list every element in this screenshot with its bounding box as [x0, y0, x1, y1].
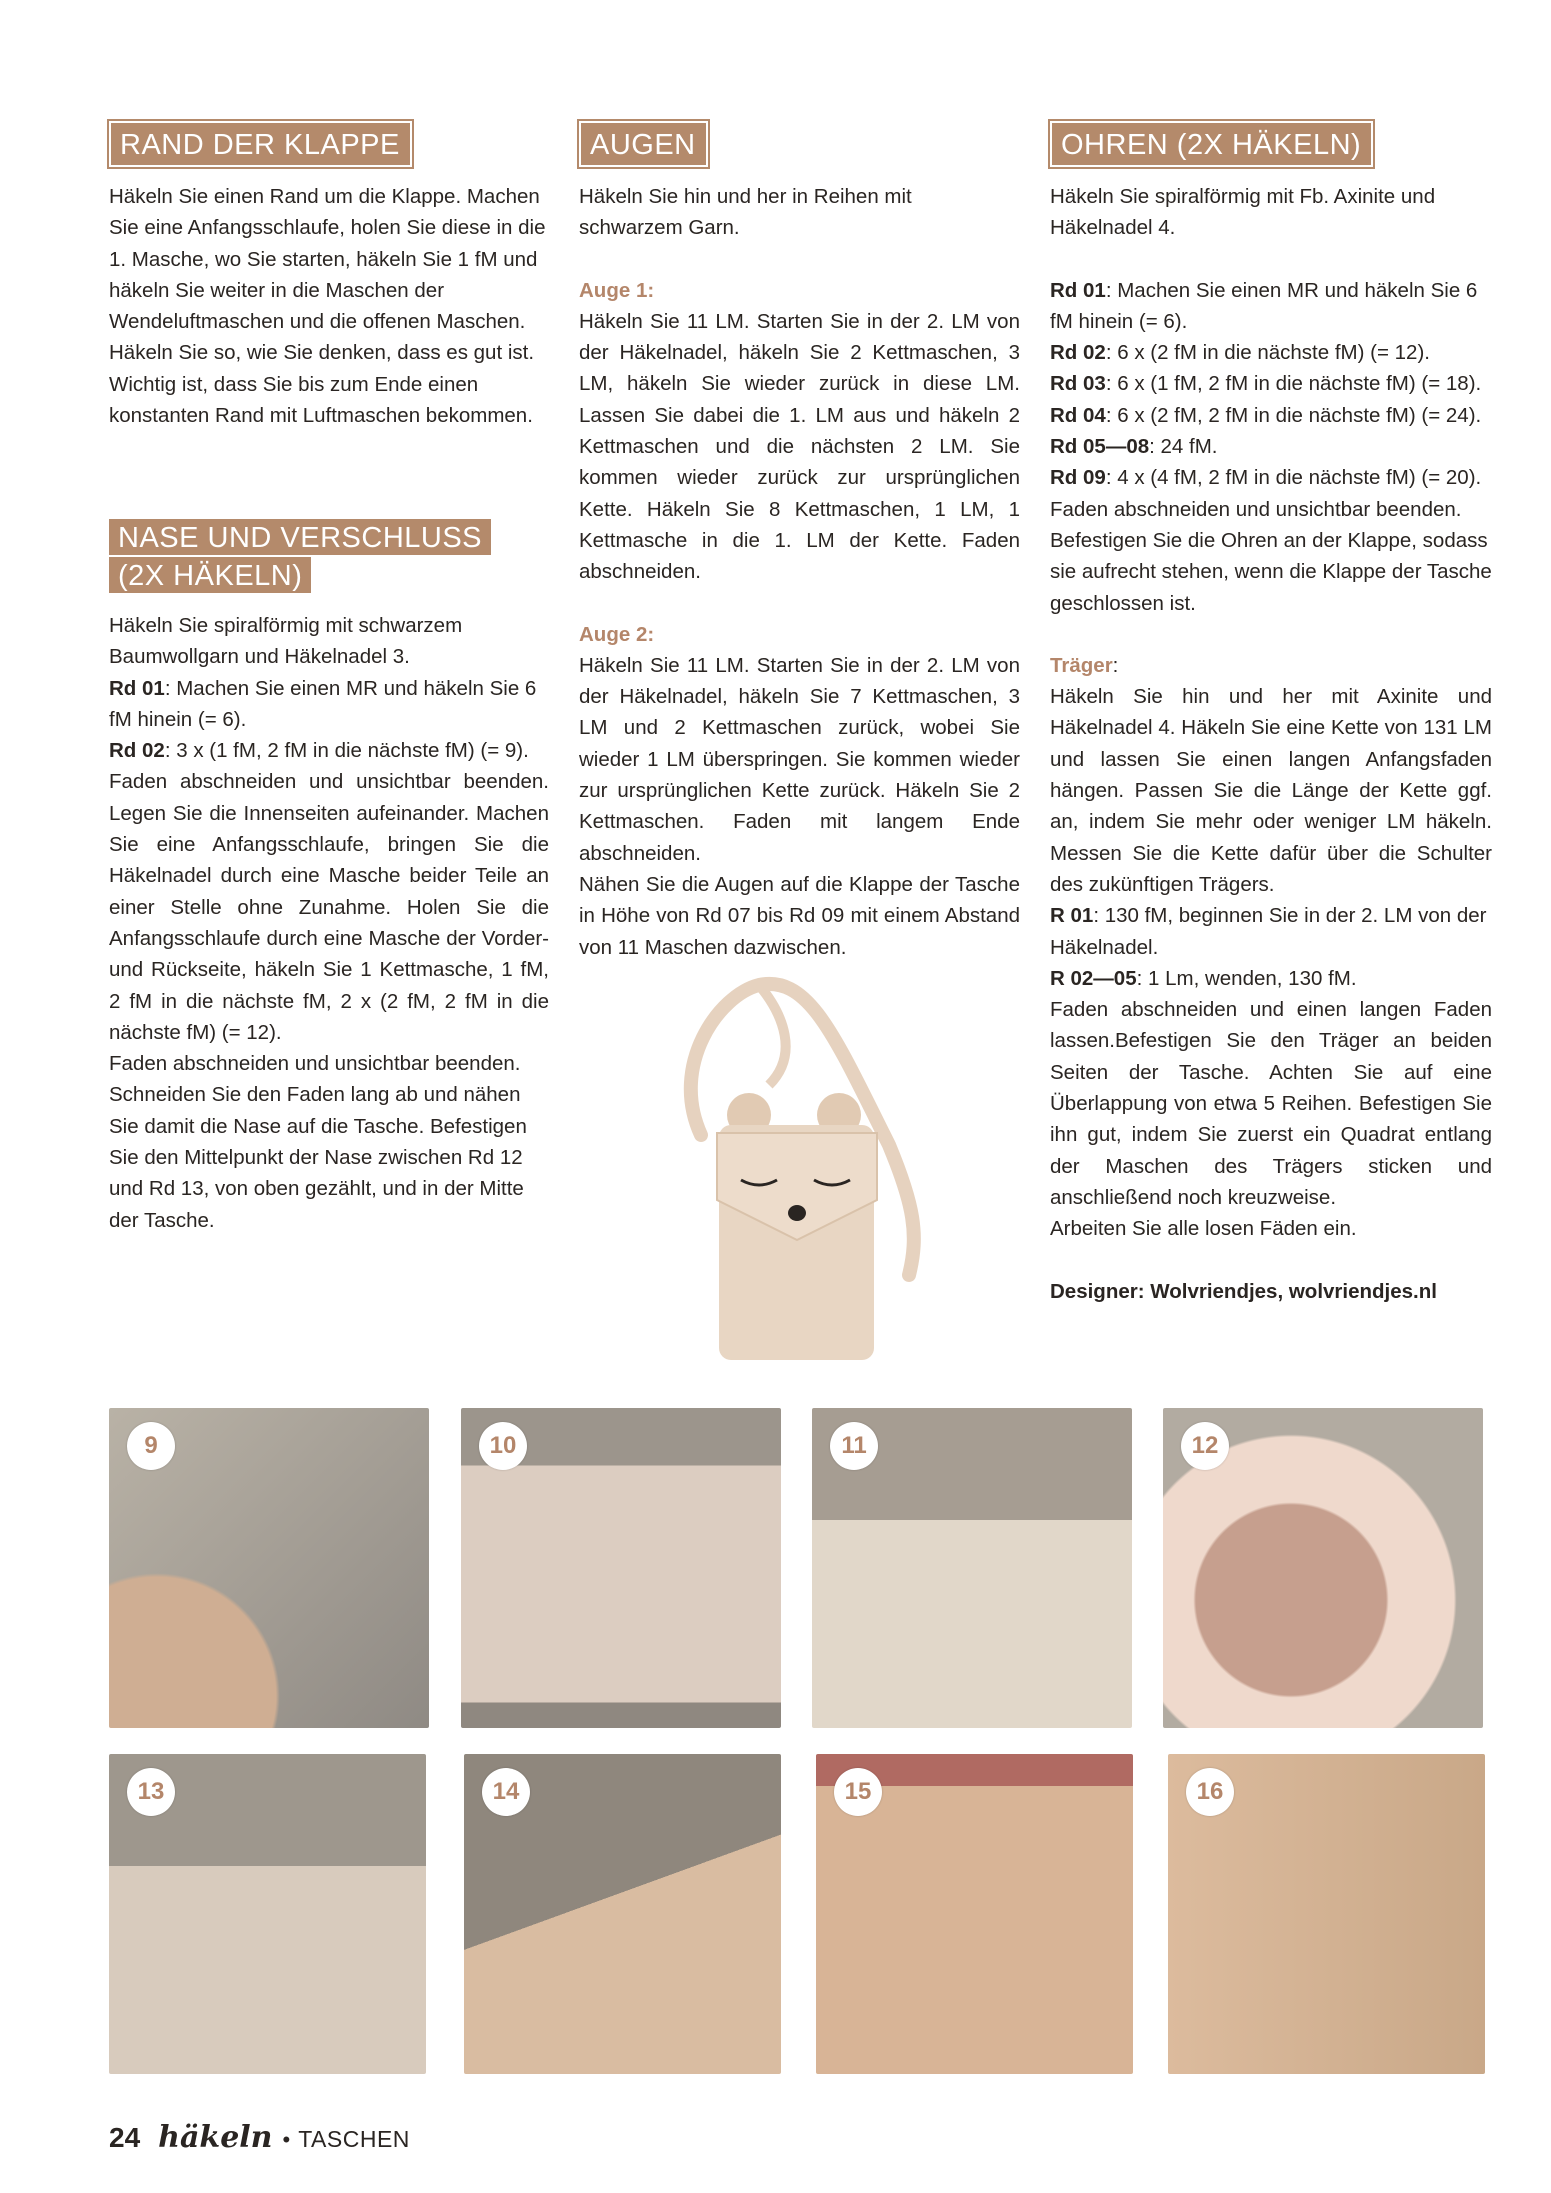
- separator-dot: •: [282, 2127, 291, 2152]
- magazine-logo: häkeln: [158, 2120, 273, 2155]
- step-number: 9: [127, 1422, 175, 1470]
- step-photo-14: [464, 1754, 781, 2074]
- row-instruction: [1050, 963, 1492, 994]
- heading-ohren: OHREN (2X HÄKELN): [1050, 121, 1373, 167]
- round-label: Rd 02: [1050, 341, 1106, 365]
- round-label: Rd 01: [109, 676, 165, 700]
- row-label: R 02—05: [1050, 966, 1137, 990]
- step-number: 15: [834, 1768, 882, 1816]
- round-label: Rd 09: [1050, 466, 1106, 490]
- designer-credit: Designer: Wolvriendjes, wolvriendjes.nl: [1050, 1279, 1437, 1303]
- round-instruction: [1050, 368, 1492, 399]
- paragraph: Arbeiten Sie alle losen Fäden ein.: [1050, 1217, 1357, 1241]
- colon: :: [1112, 653, 1119, 677]
- step-number: 11: [830, 1422, 878, 1470]
- step-number: 14: [482, 1768, 530, 1816]
- round-text: : Machen Sie einen MR und häkeln Sie 6 fM hinein (= 6).: [1050, 278, 1478, 333]
- paragraph: Faden abschneiden und unsichtbar beenden. Befestigen Sie die Ohren an der Klappe, sodass sie aufrecht stehen, wenn die Klappe der Tasche geschlossen ist.: [1050, 497, 1492, 615]
- subheading-auge-1: Auge 1:: [579, 278, 655, 302]
- round-instruction: [1050, 462, 1492, 493]
- heading-augen: AUGEN: [579, 121, 708, 167]
- heading-line: (2X HÄKELN): [109, 557, 311, 593]
- step-photo-13: [109, 1754, 426, 2074]
- round-label: Rd 01: [1050, 278, 1106, 302]
- row-text: : 1 Lm, wenden, 130 fM.: [1136, 966, 1357, 990]
- paragraph: Häkeln Sie hin und her in Reihen mit schwarzem Garn.: [579, 185, 912, 240]
- step-number: 16: [1186, 1768, 1234, 1816]
- step-number: 12: [1181, 1422, 1229, 1470]
- round-instruction: [1050, 400, 1492, 431]
- round-label: Rd 05—08: [1050, 435, 1150, 459]
- step-number: 13: [127, 1768, 175, 1816]
- step-photo-10: [461, 1408, 781, 1728]
- round-text: : 6 x (2 fM, 2 fM in die nächste fM) (= 24).: [1105, 403, 1482, 427]
- column-1: [109, 121, 549, 1236]
- step-photo-9: [109, 1408, 429, 1728]
- heading-line: NASE UND VERSCHLUSS: [109, 519, 491, 555]
- paragraph: Faden abschneiden und unsichtbar beenden. Legen Sie die Innenseiten aufeinander. Machen Sie eine Anfangsschlaufe, bringen Sie die Häkelnadel durch eine Masche beider Teile an einer Stelle ohne Zunahme. Holen Sie die Anfangsschlaufe durch eine Masche der Vorder- und Rückseite, häkeln Sie 1 Kettmasche, 1 fM, 2 fM in die nächste fM, 2 x (2 fM, 2 fM in die nächste fM) (= 12).: [109, 770, 549, 1044]
- round-text: : 6 x (2 fM in die nächste fM) (= 12).: [1105, 341, 1430, 365]
- round-label: Rd 04: [1050, 403, 1106, 427]
- column-2: [579, 121, 1020, 963]
- subheading-traeger: [1050, 650, 1492, 681]
- round-text: : 6 x (1 fM, 2 fM in die nächste fM) (= 18).: [1105, 372, 1482, 396]
- strap-loop-shape: [759, 985, 786, 1085]
- bag-product-photo: [659, 975, 959, 1375]
- column-3: [1050, 121, 1492, 1307]
- paragraph: Häkeln Sie 11 LM. Starten Sie in der 2. LM von der Häkelnadel, häkeln Sie 2 Kettmaschen, 3 LM, häkeln Sie wieder zurück in diese LM. Lassen Sie dabei die 1. LM aus und häkeln 2 Kettmaschen und die nächsten 2 LM. Sie kommen wieder zurück zur ursprünglichen Kette. Häkeln Sie 8 Kettmaschen, 1 LM, 1 Kettmasche in die 1. LM der Kette. Faden abschneiden.: [579, 309, 1020, 584]
- round-instruction: [109, 673, 549, 736]
- subheading-auge-2: Auge 2:: [579, 622, 655, 646]
- paragraph: Häkeln Sie spiralförmig mit schwarzem Baumwollgarn und Häkelnadel 3.: [109, 613, 463, 669]
- round-label: Rd 03: [1050, 372, 1106, 396]
- round-instruction: [1050, 431, 1492, 462]
- subheading-label: Träger: [1050, 653, 1113, 677]
- round-label: Rd 02: [109, 739, 165, 763]
- row-label: R 01: [1050, 904, 1094, 928]
- paragraph: Häkeln Sie hin und her mit Axinite und Häkelnadel 4. Häkeln Sie eine Kette von 131 LM und lassen Sie einen langen Anfangsfaden hängen. Passen Sie die Länge der Kette ggf. an, indem Sie mehr oder weniger LM häkeln. Messen Sie die Kette dafür über die Schulter des zukünftigen Trägers.: [1050, 685, 1492, 896]
- step-photo-11: [812, 1408, 1132, 1728]
- step-photo-16: [1168, 1754, 1485, 2074]
- round-instruction: [109, 735, 549, 766]
- paragraph: Häkeln Sie 11 LM. Starten Sie in der 2. LM von der Häkelnadel, häkeln Sie 7 Kettmaschen, 3 LM und 2 Kettmaschen zurück, wobei Sie wieder 1 LM überspringen. Sie kommen wieder zur ursprünglichen Kette zurück. Häkeln Sie 2 Kettmaschen. Faden mit langem Ende abschneiden.: [579, 653, 1020, 865]
- heading-nase-und-verschluss: [109, 519, 549, 594]
- page-number: 24: [109, 2122, 141, 2153]
- round-text: : Machen Sie einen MR und häkeln Sie 6 fM hinein (= 6).: [109, 676, 537, 731]
- step-photo-12: [1163, 1408, 1483, 1728]
- row-instruction: [1050, 900, 1492, 963]
- step-number: 10: [479, 1422, 527, 1470]
- round-text: : 3 x (1 fM, 2 fM in die nächste fM) (= 9).: [164, 739, 529, 763]
- paragraph: Faden abschneiden und unsichtbar beenden. Schneiden Sie den Faden lang ab und nähen Sie damit die Nase auf die Tasche. Befestigen Sie den Mittelpunkt der Nase zwischen Rd 12 und Rd 13, von oben gezählt, und in der Mitte der Tasche.: [109, 1052, 527, 1232]
- paragraph: Faden abschneiden und einen langen Faden lassen.Befestigen Sie den Träger an beiden Seiten der Tasche. Achten Sie auf eine Überlappung von etwa 5 Reihen. Befestigen Sie ihn gut, indem Sie zuerst ein Quadrat entlang der Maschen des Trägers sticken und anschließend noch kreuzweise.: [1050, 998, 1492, 1209]
- paragraph: Nähen Sie die Augen auf die Klappe der Tasche in Höhe von Rd 07 bis Rd 09 mit einem Abstand von 11 Maschen dazwischen.: [579, 872, 1020, 959]
- round-instruction: [1050, 275, 1492, 338]
- round-text: : 4 x (4 fM, 2 fM in die nächste fM) (= 20).: [1105, 466, 1482, 490]
- step-photo-15: [816, 1754, 1133, 2074]
- page-footer: [109, 2120, 410, 2160]
- round-text: : 24 fM.: [1149, 435, 1218, 459]
- round-instruction: [1050, 337, 1492, 368]
- paragraph: Häkeln Sie spiralförmig mit Fb. Axinite und Häkelnadel 4.: [1050, 185, 1436, 240]
- heading-rand-der-klappe: RAND DER KLAPPE: [109, 121, 412, 167]
- section-title: TASCHEN: [298, 2126, 410, 2152]
- row-text: : 130 fM, beginnen Sie in der 2. LM von der Häkelnadel.: [1050, 904, 1487, 959]
- paragraph: Häkeln Sie einen Rand um die Klappe. Machen Sie eine Anfangsschlaufe, holen Sie diese in die 1. Masche, wo Sie starten, häkeln Sie 1 fM und häkeln Sie weiter in die Maschen der Wendeluftmaschen und die offenen Maschen. Häkeln Sie so, wie Sie denken, dass es gut ist. Wichtig ist, dass Sie bis zum Ende einen konstanten Rand mit Luftmaschen bekommen.: [109, 185, 546, 428]
- nose-shape: [788, 1205, 806, 1221]
